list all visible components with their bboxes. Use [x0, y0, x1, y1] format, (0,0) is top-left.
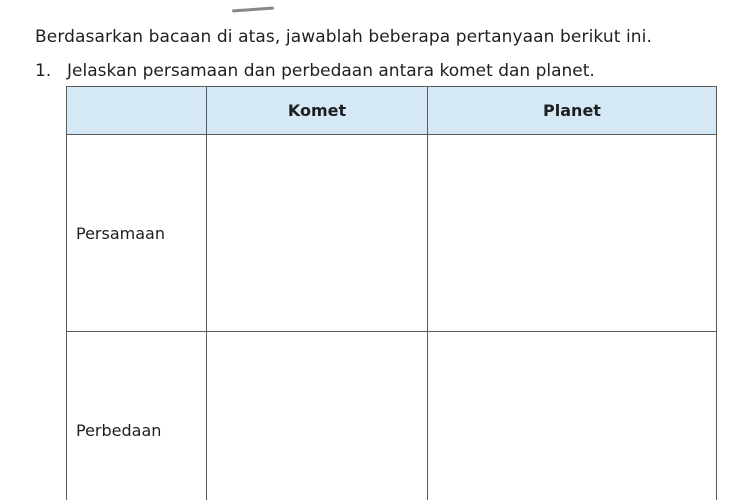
- table-header-row: [67, 87, 717, 135]
- instruction-text: Berdasarkan bacaan di atas, jawablah beberapa pertanyaan berikut ini.: [35, 27, 652, 47]
- answer-cell-perbedaan-komet[interactable]: [207, 332, 428, 500]
- header-komet: Komet: [207, 87, 428, 135]
- table-row: [67, 332, 717, 500]
- table-row: [67, 135, 717, 332]
- question-1: [35, 61, 595, 81]
- answer-cell-persamaan-komet[interactable]: [207, 135, 428, 332]
- row-label-perbedaan: Perbedaan: [67, 332, 207, 500]
- decorative-mark: [232, 7, 274, 13]
- answer-cell-persamaan-planet[interactable]: [428, 135, 717, 332]
- header-empty-cell: [67, 87, 207, 135]
- answer-cell-perbedaan-planet[interactable]: [428, 332, 717, 500]
- row-label-persamaan: Persamaan: [67, 135, 207, 332]
- question-text: Jelaskan persamaan dan perbedaan antara komet dan planet.: [67, 61, 595, 81]
- question-number: 1.: [35, 61, 52, 81]
- answer-table: [66, 86, 717, 500]
- header-planet: Planet: [428, 87, 717, 135]
